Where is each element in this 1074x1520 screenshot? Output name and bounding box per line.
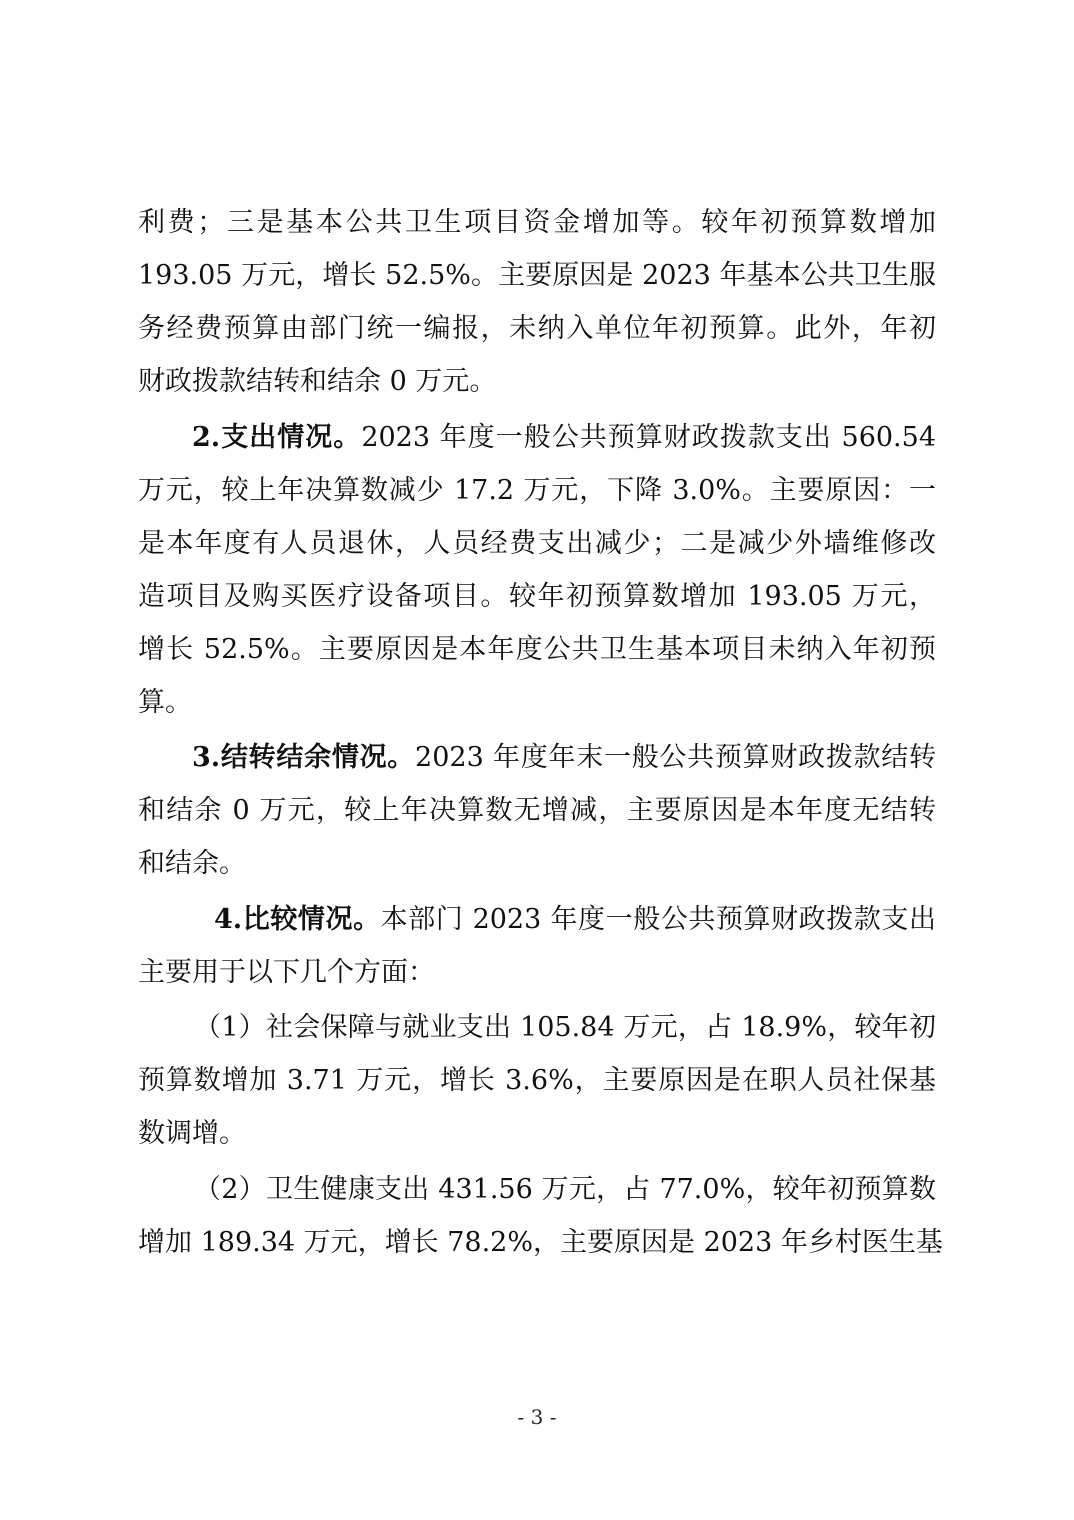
section-heading-expenditure: 2.支出情况。: [192, 422, 362, 453]
section-heading-comparison: 4.比较情况。: [214, 904, 381, 935]
body-text-line: （1）社会保障与就业支出 105.84 万元，占 18.9%，较年初: [194, 1012, 936, 1043]
section-line-expenditure: [192, 420, 936, 456]
body-text-line: 务经费预算由部门统一编报，未纳入单位年初预算。此外，年初: [138, 313, 936, 344]
body-text-line: 数调增。: [138, 1118, 246, 1149]
body-text-line: 利费；三是基本公共卫生项目资金增加等。较年初预算数增加: [138, 207, 936, 238]
body-text-line: 193.05 万元，增长 52.5%。主要原因是 2023 年基本公共卫生服: [138, 260, 936, 291]
body-text-line: 财政拨款结转和结余 0 万元。: [138, 366, 497, 397]
body-text-line: （2）卫生健康支出 431.56 万元，占 77.0%，较年初预算数: [194, 1174, 936, 1205]
body-text-line: 主要用于以下几个方面：: [138, 957, 435, 988]
body-text-line: 和结余 0 万元，较上年决算数无增减，主要原因是本年度无结转: [138, 795, 936, 826]
page-number: - 3 -: [517, 1405, 557, 1429]
body-text-line: 万元，较上年决算数减少 17.2 万元，下降 3.0%。主要原因：一: [138, 475, 936, 506]
body-text-line: 算。: [138, 687, 192, 718]
section-line-carryover: [192, 740, 936, 776]
body-text-span: 2023 年度年末一般公共预算财政拨款结转: [415, 742, 937, 773]
body-text-line: 是本年度有人员退休，人员经费支出减少；二是减少外墙维修改: [138, 528, 936, 559]
body-text-span: 本部门 2023 年度一般公共预算财政拨款支出: [380, 904, 936, 935]
body-text-line: 预算数增加 3.71 万元，增长 3.6%，主要原因是在职人员社保基: [138, 1065, 936, 1096]
body-text-line: 和结余。: [138, 848, 246, 879]
section-line-comparison: [214, 902, 936, 938]
body-text-line: 造项目及购买医疗设备项目。较年初预算数增加 193.05 万元，: [138, 581, 936, 612]
body-text-line: 增长 52.5%。主要原因是本年度公共卫生基本项目未纳入年初预: [138, 634, 936, 665]
section-heading-carryover: 3.结转结余情况。: [192, 742, 416, 773]
body-text-line: 增加 189.34 万元，增长 78.2%，主要原因是 2023 年乡村医生基: [138, 1227, 943, 1258]
body-text-span: 2023 年度一般公共预算财政拨款支出 560.54: [361, 422, 936, 453]
